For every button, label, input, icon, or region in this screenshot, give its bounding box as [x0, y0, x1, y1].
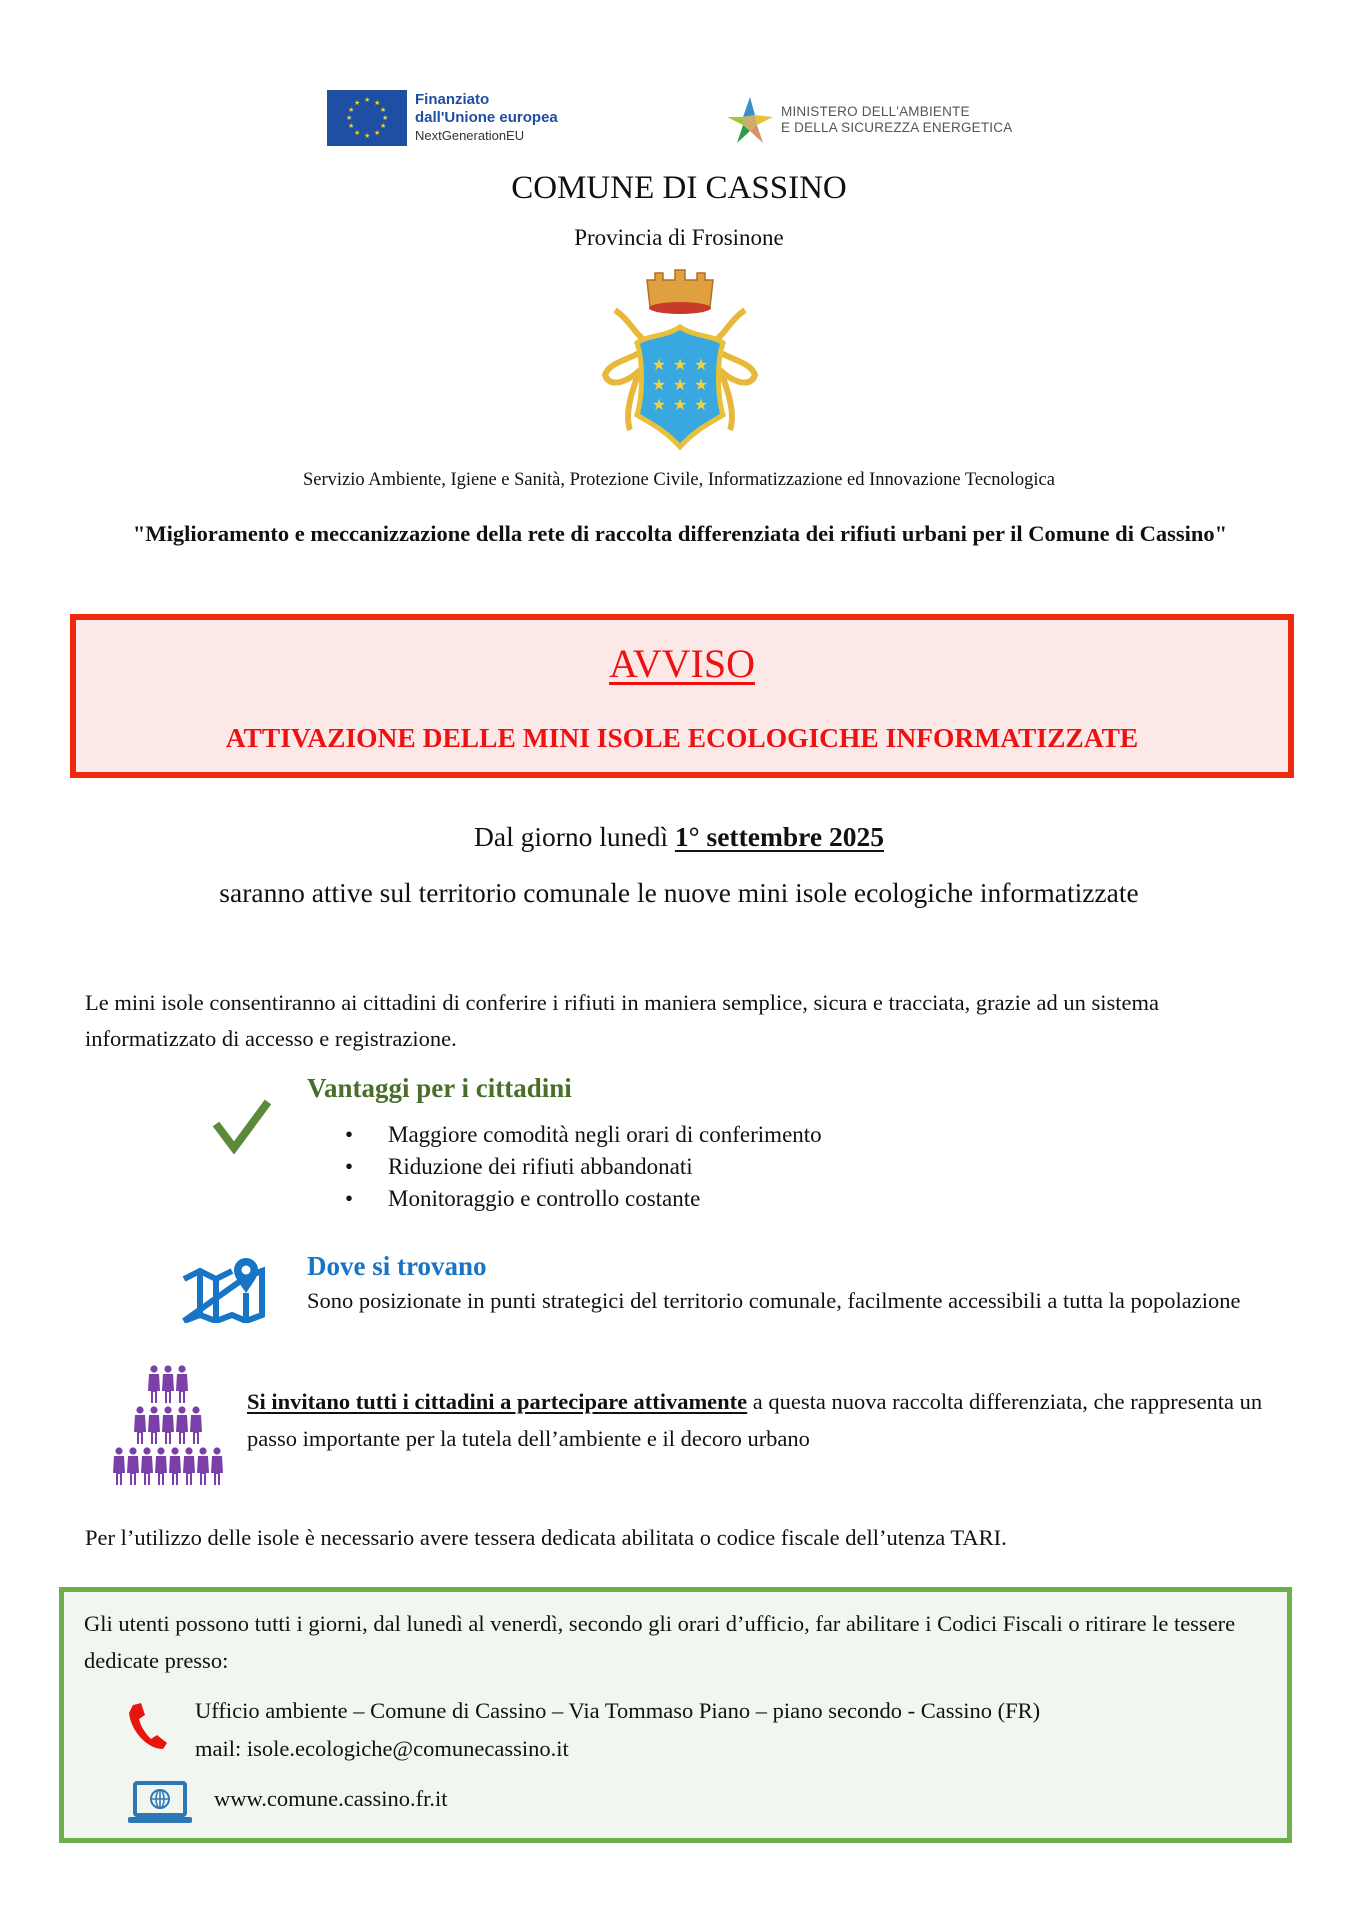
- activation-description: saranno attive sul territorio comunale le nuove mini isole ecologiche informatizzate: [219, 877, 1139, 908]
- svg-text:★: ★: [672, 395, 688, 414]
- location-title: Dove si trovano: [307, 1251, 487, 1281]
- invitation-emphasis: Si invitano tutti i cittadini a partecipare attivamente: [247, 1389, 748, 1414]
- project-title: "Miglioramento e meccanizzazione della rete di raccolta differenziata dei rifiuti urbani per il Comune di Cassino": [132, 521, 1228, 546]
- location-description: Sono posizionate in punti strategici del territorio comunale, facilmente accessibili a tutta la popolazione: [307, 1288, 1241, 1313]
- eu-logo-line3: NextGenerationEU: [415, 128, 525, 143]
- coat-of-arms-icon: [595, 265, 765, 450]
- svg-text:★: ★: [693, 375, 709, 394]
- email-link[interactable]: mail: isole.ecologiche@comunecassino.it: [195, 1736, 569, 1761]
- svg-text:★: ★: [672, 355, 688, 374]
- advantages-list: [345, 1119, 822, 1215]
- eu-flag-icon: ★ ★ ★ ★ ★ ★ ★ ★ ★ ★ ★ ★: [327, 90, 407, 146]
- svg-text:★: ★: [672, 375, 688, 394]
- notice-subtitle: ATTIVAZIONE DELLE MINI ISOLE ECOLOGICHE INFORMATIZZATE: [225, 722, 1139, 753]
- list-item: • Monitoraggio e controllo costante: [345, 1186, 701, 1211]
- svg-text:★: ★: [651, 395, 667, 414]
- eu-logo-line1: Finanziato: [415, 91, 490, 108]
- intro-paragraph: Le mini isole consentiranno ai cittadini di conferire i rifiuti in maniera semplice, sicura e tracciata, grazie ad un sistema informatizzato di accesso e registrazione.: [85, 990, 1159, 1051]
- service-department: Servizio Ambiente, Igiene e Sanità, Protezione Civile, Informatizzazione ed Innovazione Tecnologica: [303, 470, 1055, 490]
- contact-intro: Gli utenti possono tutti i giorni, dal lunedì al venerdì, secondo gli orari d’ufficio, far abilitare i Codici Fiscali o ritirare le tessere dedicate presso:: [84, 1611, 1236, 1673]
- ministry-line1: MINISTERO DELL'AMBIENTE: [781, 104, 970, 119]
- invitation-paragraph: [247, 1383, 1297, 1457]
- website-link[interactable]: www.comune.cassino.fr.it: [214, 1786, 448, 1811]
- notice-title: AVVISO: [609, 641, 755, 686]
- activation-date-line: [0, 821, 1358, 853]
- phone-icon: [127, 1703, 167, 1751]
- notice-box: [70, 614, 1294, 778]
- requirement-note: Per l’utilizzo delle isole è necessario avere tessera dedicata abilitata o codice fiscale dell’utenza TARI.: [85, 1525, 1007, 1550]
- ministry-line2: E DELLA SICUREZZA ENERGETICA: [781, 120, 1013, 135]
- svg-text:★: ★: [693, 355, 709, 374]
- advantages-title: Vantaggi per i cittadini: [307, 1073, 572, 1103]
- activation-date-prefix: Dal giorno lunedì: [474, 821, 675, 852]
- svg-text:★: ★: [651, 375, 667, 394]
- province-subtitle: Provincia di Frosinone: [574, 225, 784, 250]
- map-pin-icon: [180, 1257, 266, 1323]
- eu-logo-line2: dall'Unione europea: [415, 109, 558, 126]
- office-address: Ufficio ambiente – Comune di Cassino – Via Tommaso Piano – piano secondo - Cassino (FR): [195, 1698, 1041, 1723]
- invitation-rest: a questa nuova raccolta differenziata, che rappresenta un passo importante per la tutela dell’ambiente e il decoro urbano: [247, 1389, 1263, 1451]
- ministry-star-icon: [725, 95, 775, 145]
- municipality-title: COMUNE DI CASSINO: [511, 170, 847, 206]
- list-item: • Maggiore comodità negli orari di conferimento: [345, 1122, 822, 1147]
- list-item: • Riduzione dei rifiuti abbandonati: [345, 1154, 693, 1179]
- checkmark-icon: [212, 1098, 272, 1154]
- people-group-icon: [110, 1363, 230, 1488]
- laptop-globe-icon: [127, 1781, 193, 1825]
- svg-text:★: ★: [693, 395, 709, 414]
- eu-funding-logo: [327, 88, 577, 148]
- svg-text:★: ★: [651, 355, 667, 374]
- activation-date: 1° settembre 2025: [674, 821, 884, 852]
- contact-box: [59, 1587, 1292, 1843]
- ministry-logo: [725, 95, 1055, 145]
